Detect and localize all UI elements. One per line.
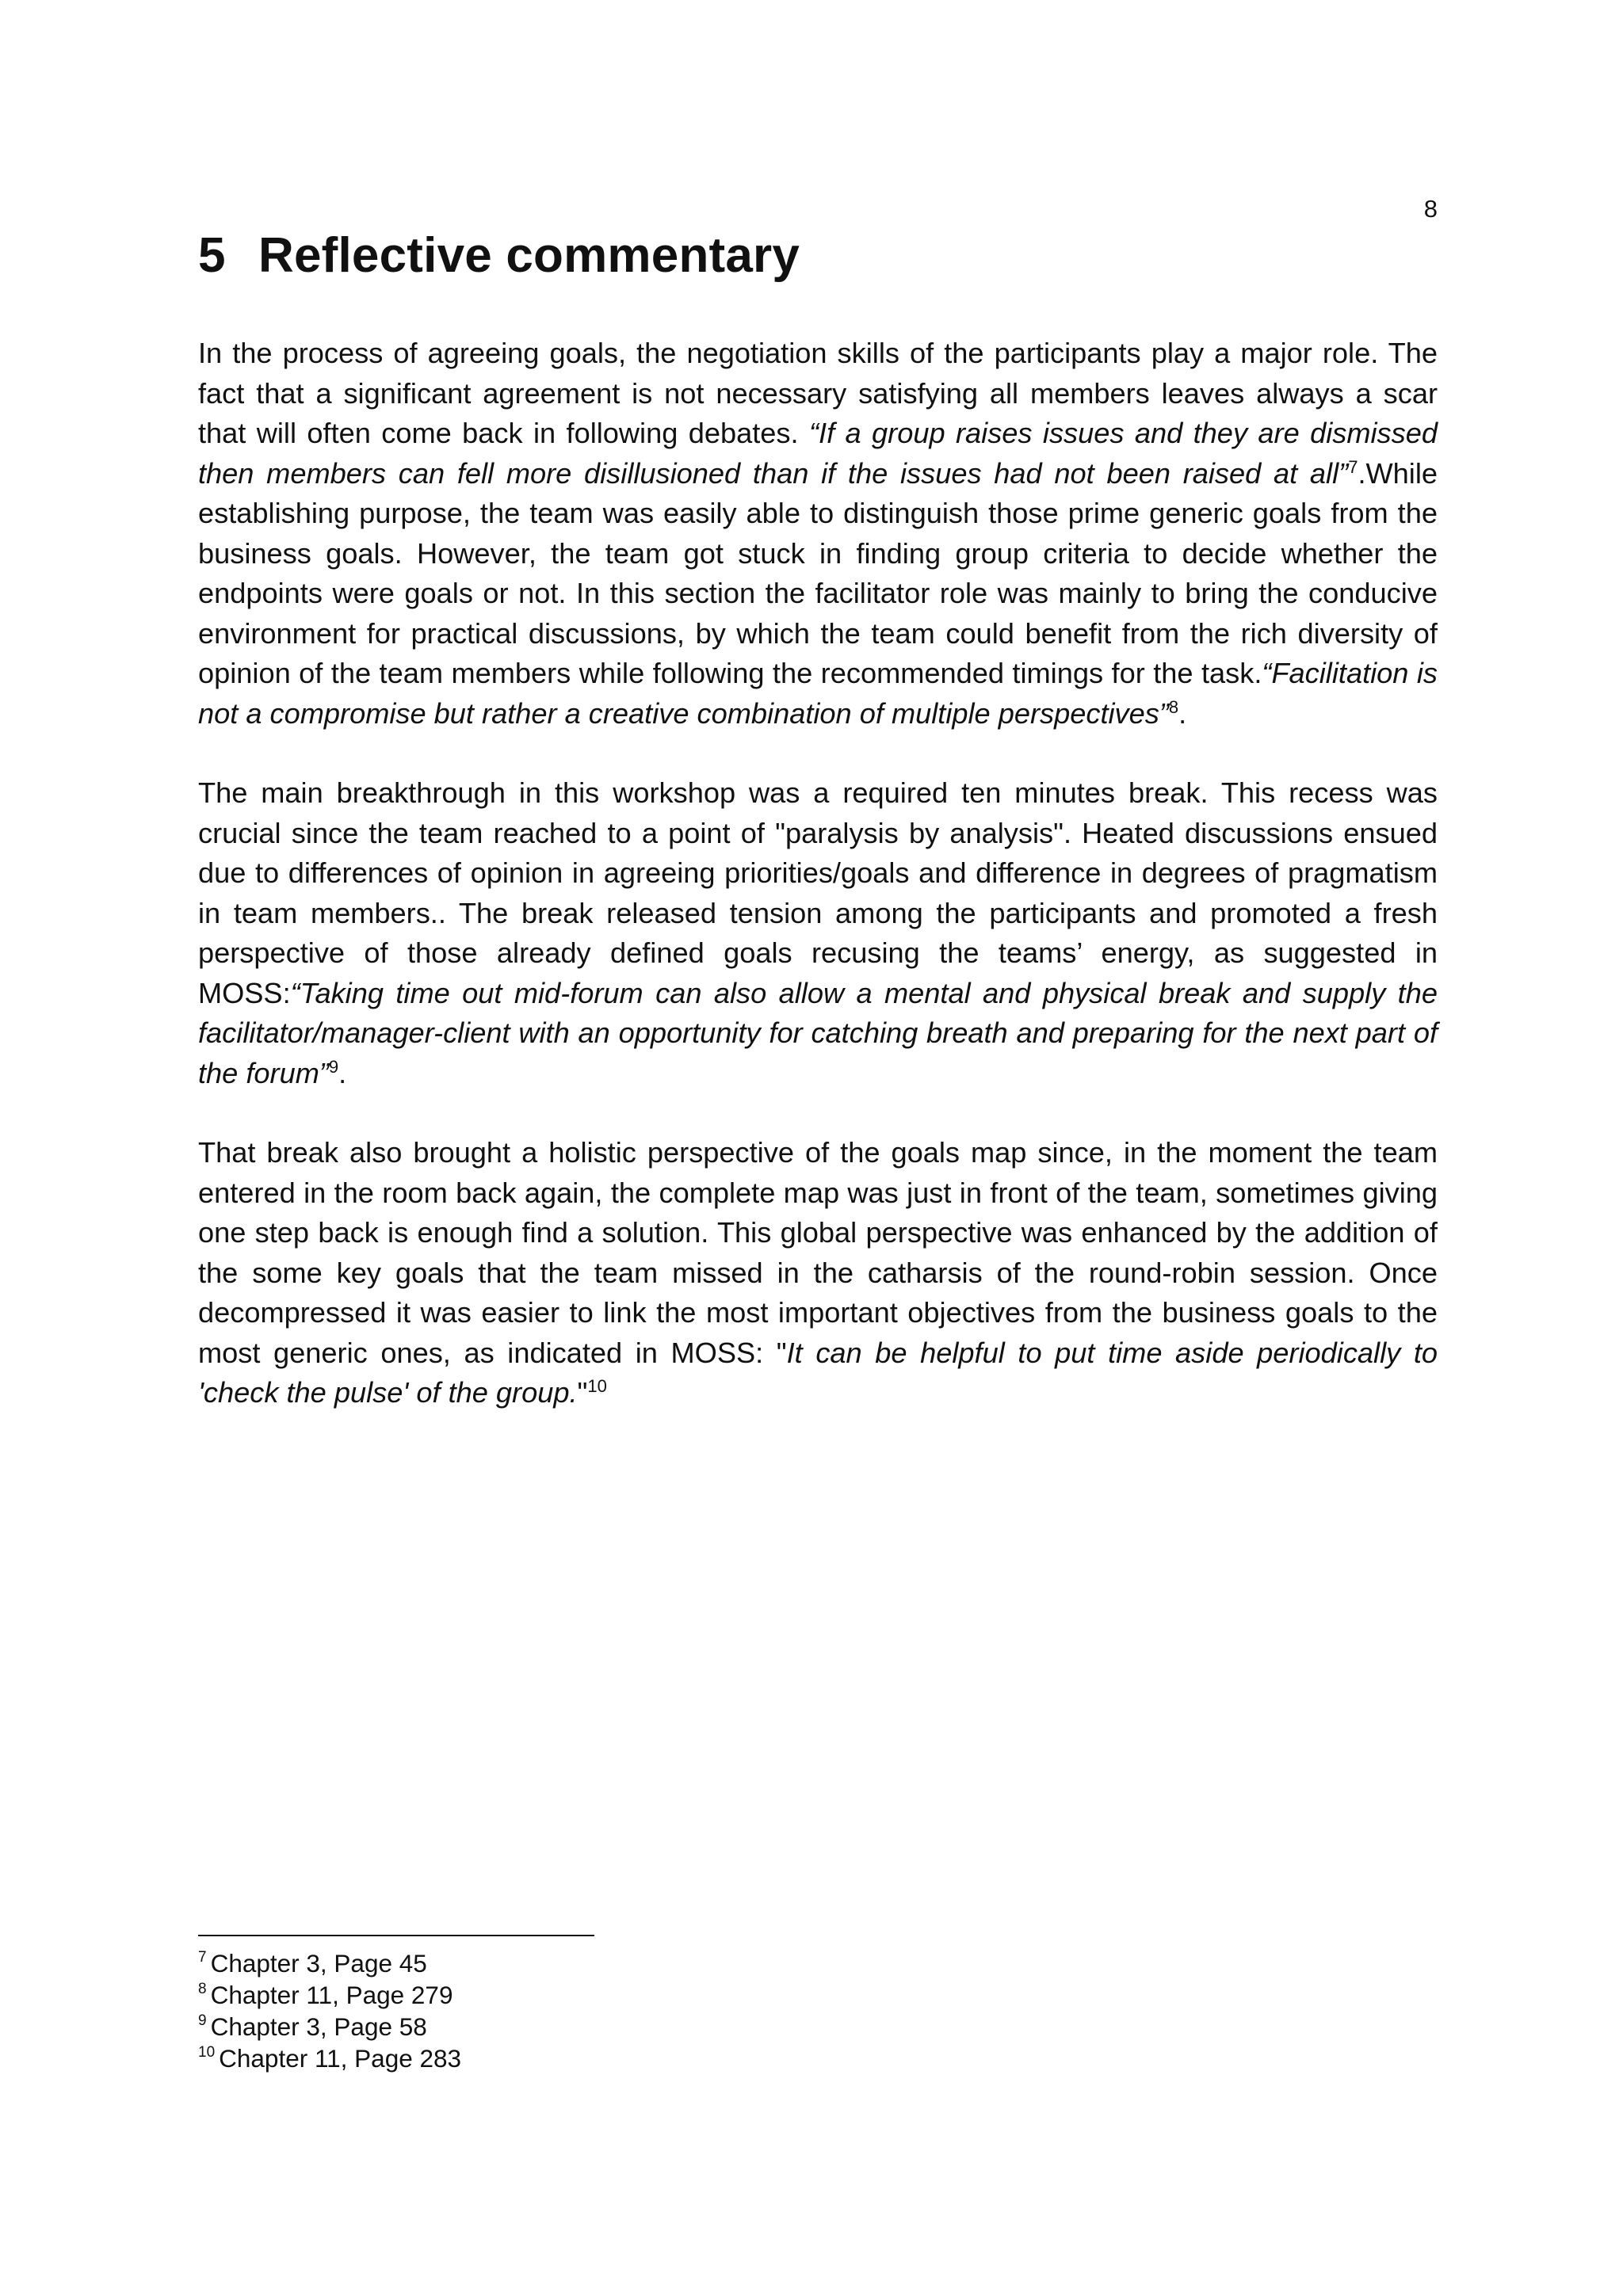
quote-check-the-pulse: It can be helpful to put time aside periodically to 'check the pulse' of the group. xyxy=(198,1336,1438,1409)
footnote-text: Chapter 3, Page 58 xyxy=(210,2012,427,2041)
quote-taking-time-out: “Taking time out mid-forum can also allow a mental and physical break and supply the facilitator/manager-client with an opportunity for catching breath and preparing for the next part of the forum” xyxy=(198,976,1438,1089)
footnote-item xyxy=(198,1979,991,2011)
page-number: 8 xyxy=(1423,195,1438,223)
footnote-item xyxy=(198,1947,991,1979)
section-number: 5 xyxy=(198,228,226,283)
paragraph-1-end: . xyxy=(1178,696,1187,730)
footnote-mark: 8 xyxy=(198,1981,207,1997)
footnote-text: Chapter 3, Page 45 xyxy=(210,1949,427,1978)
footnote-item xyxy=(198,2042,991,2074)
section-heading xyxy=(198,226,800,286)
paragraph-1 xyxy=(198,334,1438,734)
footnote-text: Chapter 11, Page 279 xyxy=(210,1981,453,2009)
quote-group-issues: “If a group raises issues and they are dismissed then members can fell more disillusioned than if the issues had not been raised at all” xyxy=(198,417,1438,490)
footnote-ref-10[interactable]: 10 xyxy=(587,1375,607,1396)
section-title: Reflective commentary xyxy=(258,228,800,283)
quote-facilitation: “Facilitation is not a compromise but rather a creative combination of multiple perspectives” xyxy=(198,657,1438,730)
footnote-item xyxy=(198,2011,991,2042)
footnote-ref-9[interactable]: 9 xyxy=(328,1056,339,1077)
body-text xyxy=(198,334,1438,1453)
footnote-ref-8[interactable]: 8 xyxy=(1168,696,1179,717)
footnote-mark: 10 xyxy=(198,2044,216,2061)
footnote-mark: 7 xyxy=(198,1949,207,1966)
paragraph-2-text: The main breakthrough in this workshop was a required ten minutes break. This recess was crucial since the team reached to a point of "paralysis by analysis". Heated discussions ensued due to differences of opinion in agreeing priorities/goals and difference in degrees of pragmatism in team members.. The break released tension among the participants and promoted a fresh perspective of those already defined goals recusing the teams’ energy, as suggested in MOSS: xyxy=(198,776,1438,1009)
footnotes xyxy=(198,1947,991,2074)
paragraph-1-text-continued: .While establishing purpose, the team was easily able to distinguish those prime generic goals from the business goals. However, the team got stuck in finding group criteria to decide whether the endpoints were goals or not. In this section the facilitator role was mainly to bring the conducive environment for practical discussions, by which the team could benefit from the rich diversity of opinion of the team members while following the recommended timings for the task. xyxy=(198,456,1438,689)
closing-quote-mark: " xyxy=(577,1376,588,1409)
paragraph-3 xyxy=(198,1133,1438,1413)
footnote-ref-7[interactable]: 7 xyxy=(1348,456,1358,477)
footnote-text: Chapter 11, Page 283 xyxy=(219,2044,462,2073)
paragraph-2 xyxy=(198,773,1438,1093)
paragraph-3-text: That break also brought a holistic perspective of the goals map since, in the moment the team entered in the room back again, the complete map was just in front of the team, sometimes giving one step back is enough find a solution. This global perspective was enhanced by the addition of the some key goals that the team missed in the catharsis of the round-robin session. Once decompressed it was easier to link the most important objectives from the business goals to the most generic ones, as indicated in MOSS: " xyxy=(198,1136,1438,1369)
footnote-mark: 9 xyxy=(198,2012,207,2029)
paragraph-1-text: In the process of agreeing goals, the negotiation skills of the participants play a major role. The fact that a significant agreement is not necessary satisfying all members leaves always a scar that will often come back in following debates. xyxy=(198,337,1438,449)
footnote-separator xyxy=(198,1935,594,1936)
paragraph-2-end: . xyxy=(338,1056,347,1089)
